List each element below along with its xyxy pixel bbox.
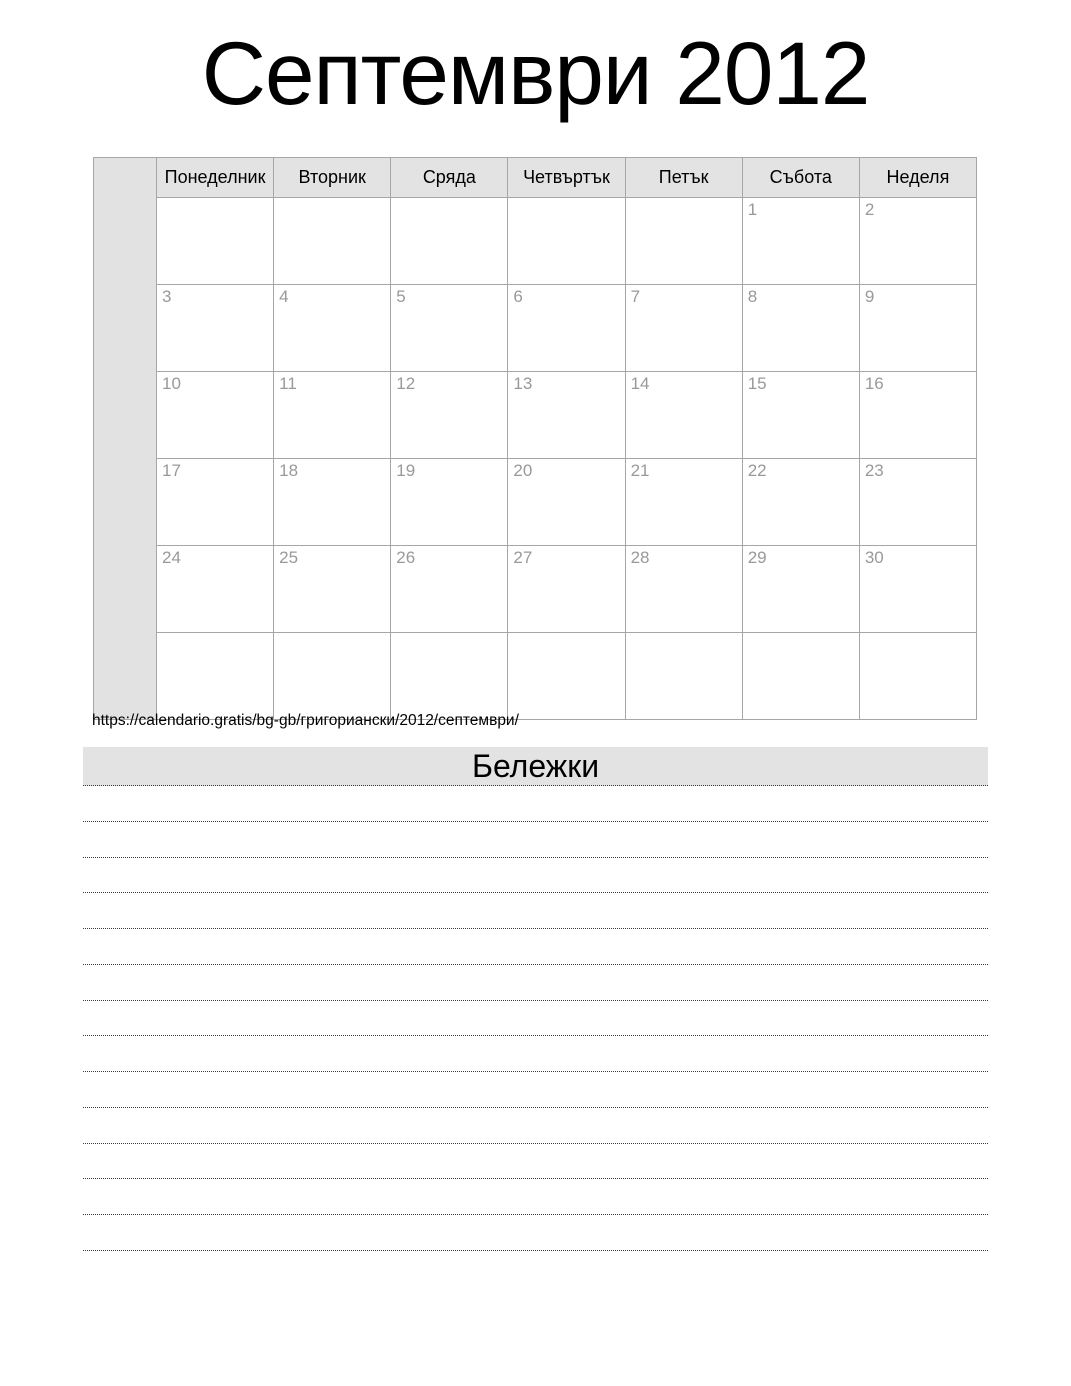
weekday-header-thursday: Четвъртък [508, 158, 625, 198]
day-cell: 12 [391, 372, 508, 459]
day-cell: 4 [274, 285, 391, 372]
day-cell: 28 [625, 546, 742, 633]
calendar-week-row [94, 285, 977, 372]
calendar-week-row [94, 198, 977, 285]
day-cell [625, 198, 742, 285]
day-cell: 22 [742, 459, 859, 546]
day-cell: 1 [742, 198, 859, 285]
day-cell [859, 633, 976, 720]
day-cell: 11 [274, 372, 391, 459]
day-cell [157, 198, 274, 285]
day-cell: 7 [625, 285, 742, 372]
day-cell: 20 [508, 459, 625, 546]
notes-line [83, 929, 988, 965]
day-cell [508, 633, 625, 720]
weekday-header-monday: Понеделник [157, 158, 274, 198]
day-cell: 15 [742, 372, 859, 459]
day-cell: 2 [859, 198, 976, 285]
calendar-week-row [94, 546, 977, 633]
calendar-table [93, 157, 977, 720]
calendar-week-row [94, 372, 977, 459]
notes-line [83, 1001, 988, 1037]
day-cell: 27 [508, 546, 625, 633]
notes-line [83, 1144, 988, 1180]
day-cell: 24 [157, 546, 274, 633]
day-cell: 3 [157, 285, 274, 372]
source-url-text: https://calendario.gratis/bg-gb/григориански/2012/септември/ [92, 712, 519, 729]
day-cell [157, 633, 274, 720]
day-cell [391, 633, 508, 720]
calendar-week-row [94, 633, 977, 720]
day-cell [508, 198, 625, 285]
day-cell: 8 [742, 285, 859, 372]
weekday-header-row [94, 158, 977, 198]
day-cell: 21 [625, 459, 742, 546]
notes-title: Бележки [83, 747, 988, 786]
weekday-header-sunday: Неделя [859, 158, 976, 198]
day-cell: 30 [859, 546, 976, 633]
day-cell: 25 [274, 546, 391, 633]
notes-line [83, 786, 988, 822]
week-number-column [94, 158, 157, 720]
weekday-header-friday: Петък [625, 158, 742, 198]
day-cell: 17 [157, 459, 274, 546]
day-cell: 26 [391, 546, 508, 633]
day-cell: 9 [859, 285, 976, 372]
notes-line [83, 822, 988, 858]
page-title: Септември 2012 [201, 23, 870, 123]
notes-line [83, 1072, 988, 1108]
day-cell [274, 198, 391, 285]
day-cell: 13 [508, 372, 625, 459]
day-cell: 23 [859, 459, 976, 546]
day-cell: 14 [625, 372, 742, 459]
notes-line [83, 1179, 988, 1215]
calendar-week-row [94, 459, 977, 546]
day-cell [625, 633, 742, 720]
day-cell: 6 [508, 285, 625, 372]
day-cell [391, 198, 508, 285]
day-cell [274, 633, 391, 720]
notes-line [83, 1036, 988, 1072]
day-cell: 5 [391, 285, 508, 372]
day-cell: 16 [859, 372, 976, 459]
notes-line [83, 1108, 988, 1144]
day-cell [742, 633, 859, 720]
notes-line [83, 965, 988, 1001]
weekday-header-saturday: Събота [742, 158, 859, 198]
notes-line [83, 893, 988, 929]
day-cell: 19 [391, 459, 508, 546]
weekday-header-wednesday: Сряда [391, 158, 508, 198]
notes-line [83, 858, 988, 894]
notes-line [83, 1215, 988, 1251]
notes-section [83, 747, 988, 1251]
day-cell: 29 [742, 546, 859, 633]
weekday-header-tuesday: Вторник [274, 158, 391, 198]
day-cell: 18 [274, 459, 391, 546]
day-cell: 10 [157, 372, 274, 459]
